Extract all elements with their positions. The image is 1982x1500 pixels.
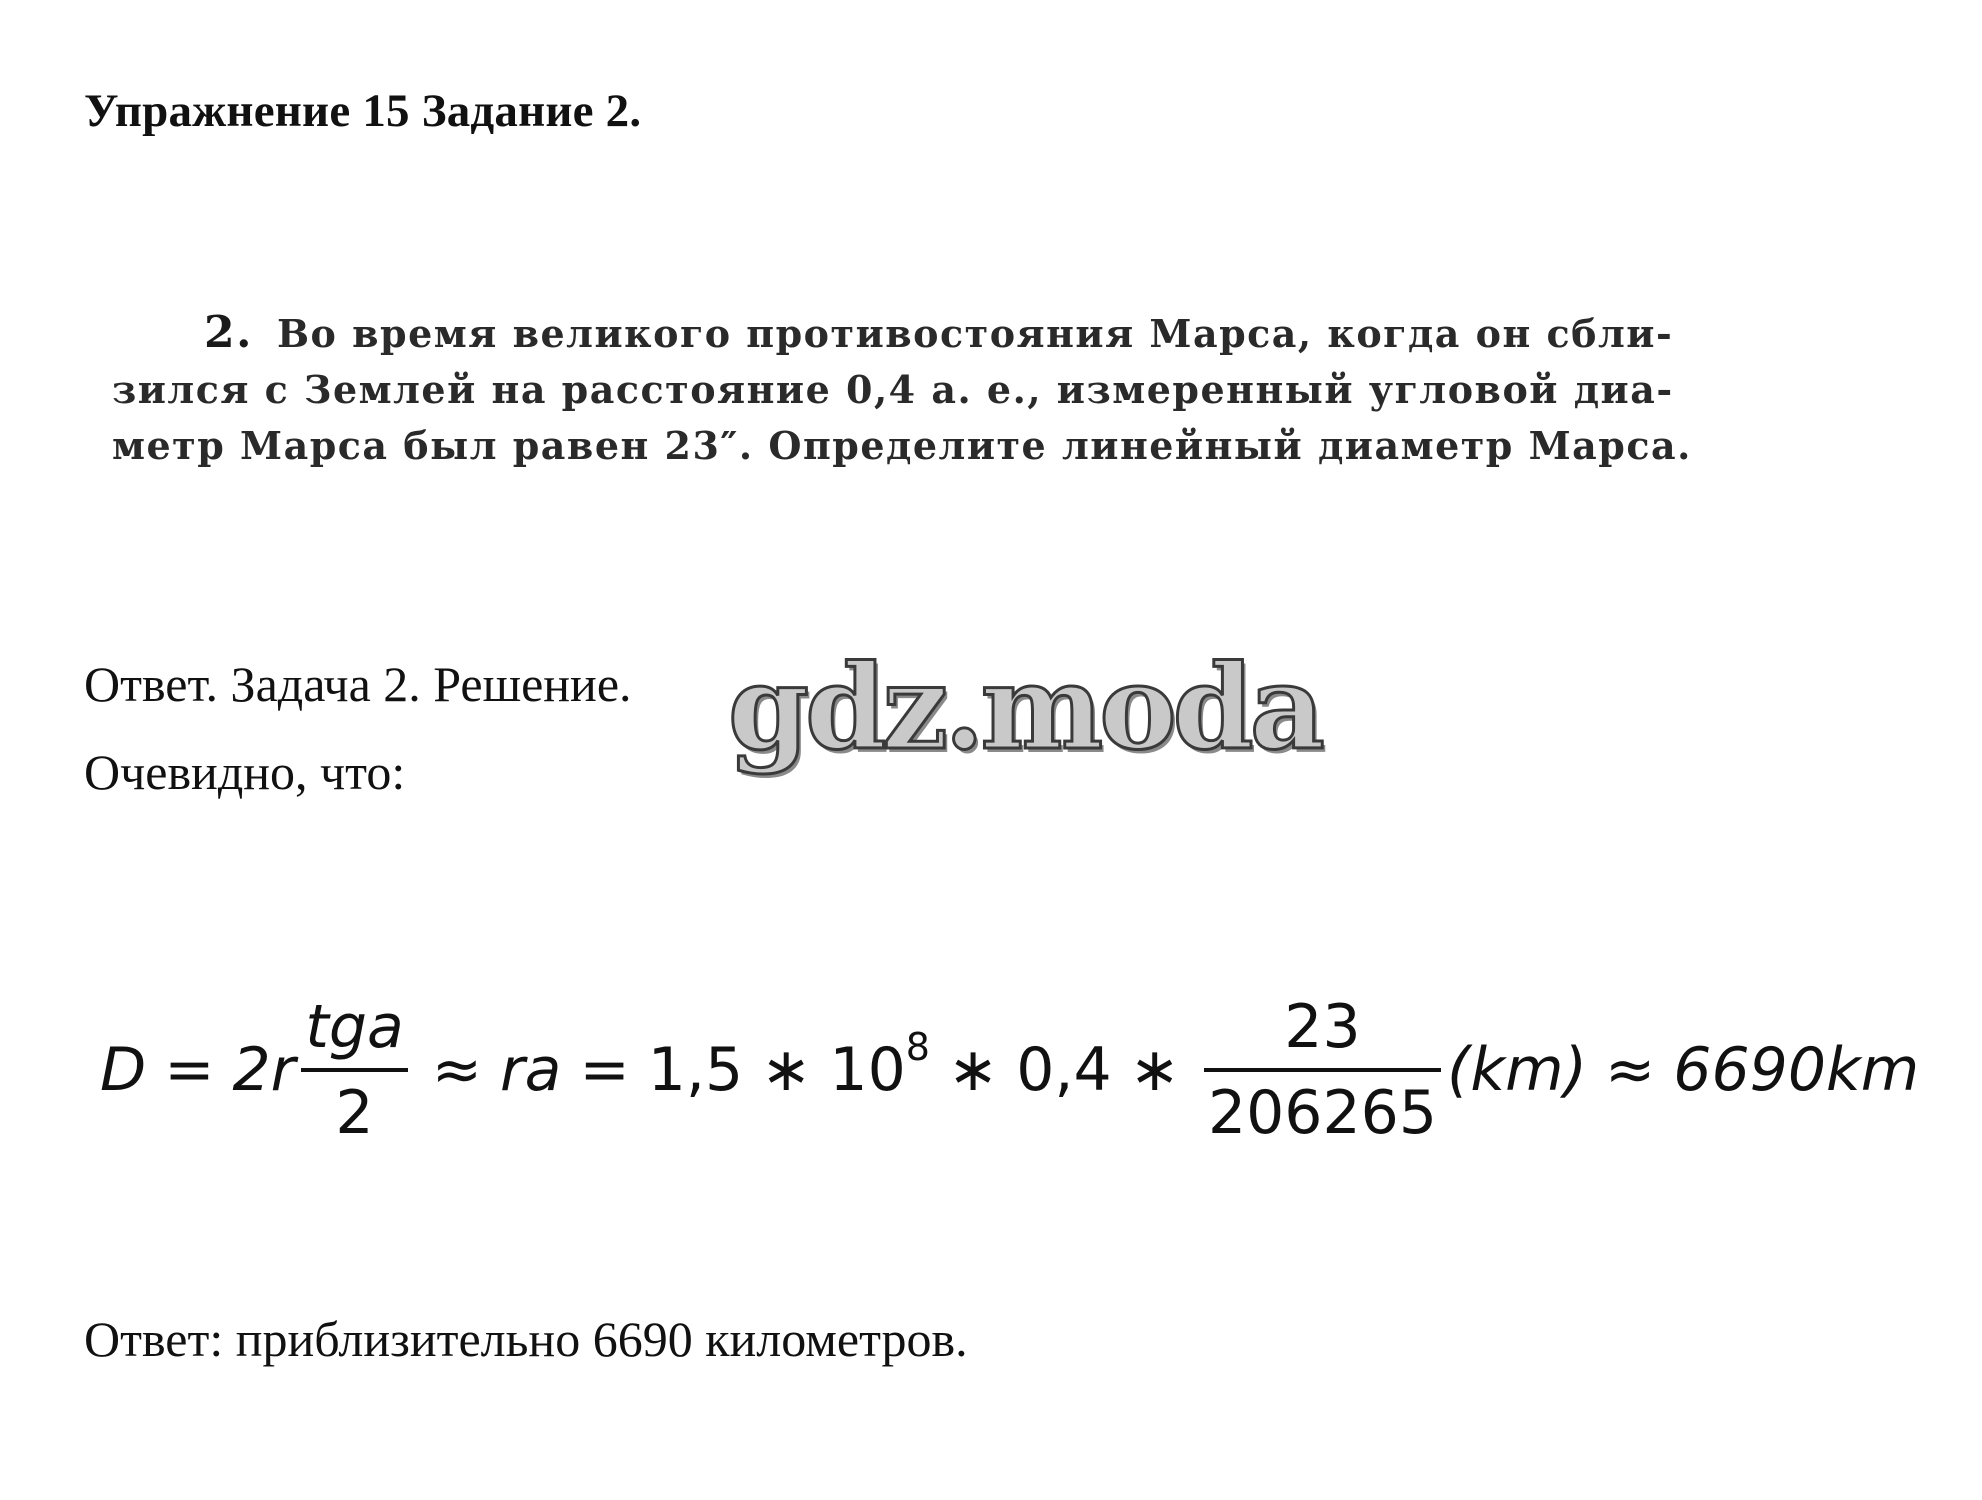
formula-unit: (km): [1447, 1035, 1588, 1105]
page-title: Упражнение 15 Задание 2.: [84, 85, 642, 137]
fraction-denominator: 2: [335, 1078, 374, 1148]
problem-line: [112, 305, 1752, 362]
final-answer: Ответ: приблизительно 6690 километров.: [84, 1311, 968, 1367]
obvious-text: Очевидно, что:: [84, 744, 406, 800]
fraction-numerator: tga: [305, 992, 404, 1062]
watermark-logo: gdz.moda: [728, 640, 1321, 776]
formula-times: ∗: [761, 1035, 812, 1105]
answer-intro: Ответ. Задача 2. Решение.: [84, 656, 632, 712]
fraction-denominator: 206265: [1207, 1078, 1437, 1148]
problem-line: зился с Землей на расстояние 0,4 а. е., измеренный угловой диа-: [112, 367, 1674, 412]
formula-fraction-tan: [301, 990, 407, 1150]
formula-result: 6690km: [1673, 1035, 1920, 1105]
formula: [100, 970, 1960, 1170]
formula-mantissa: 1,5: [647, 1035, 744, 1105]
formula-coefficient: 2r: [232, 1035, 296, 1105]
problem-line-text: Во время великого противостояния Марса, когда он сбли-: [276, 311, 1674, 356]
formula-ra: ra: [500, 1035, 562, 1105]
fraction-numerator: 23: [1284, 992, 1361, 1062]
formula-exponent: 8: [905, 1025, 930, 1069]
formula-approx: ≈: [1605, 1035, 1656, 1105]
problem-statement: [112, 305, 1752, 474]
formula-lhs: D: [100, 1035, 147, 1105]
formula-base: 10: [829, 1035, 906, 1105]
formula-equals: =: [579, 1035, 630, 1105]
formula-fraction-arcsec: [1204, 990, 1441, 1150]
formula-power: [829, 1025, 930, 1105]
formula-times: ∗: [1129, 1035, 1180, 1105]
formula-equals: =: [164, 1035, 215, 1105]
problem-number: 2.: [204, 307, 253, 358]
formula-distance: 0,4: [1016, 1035, 1112, 1105]
problem-line: метр Марса был равен 23″. Определите линейный диаметр Марса.: [112, 423, 1692, 468]
formula-times: ∗: [947, 1035, 999, 1105]
formula-approx: ≈: [431, 1035, 482, 1105]
